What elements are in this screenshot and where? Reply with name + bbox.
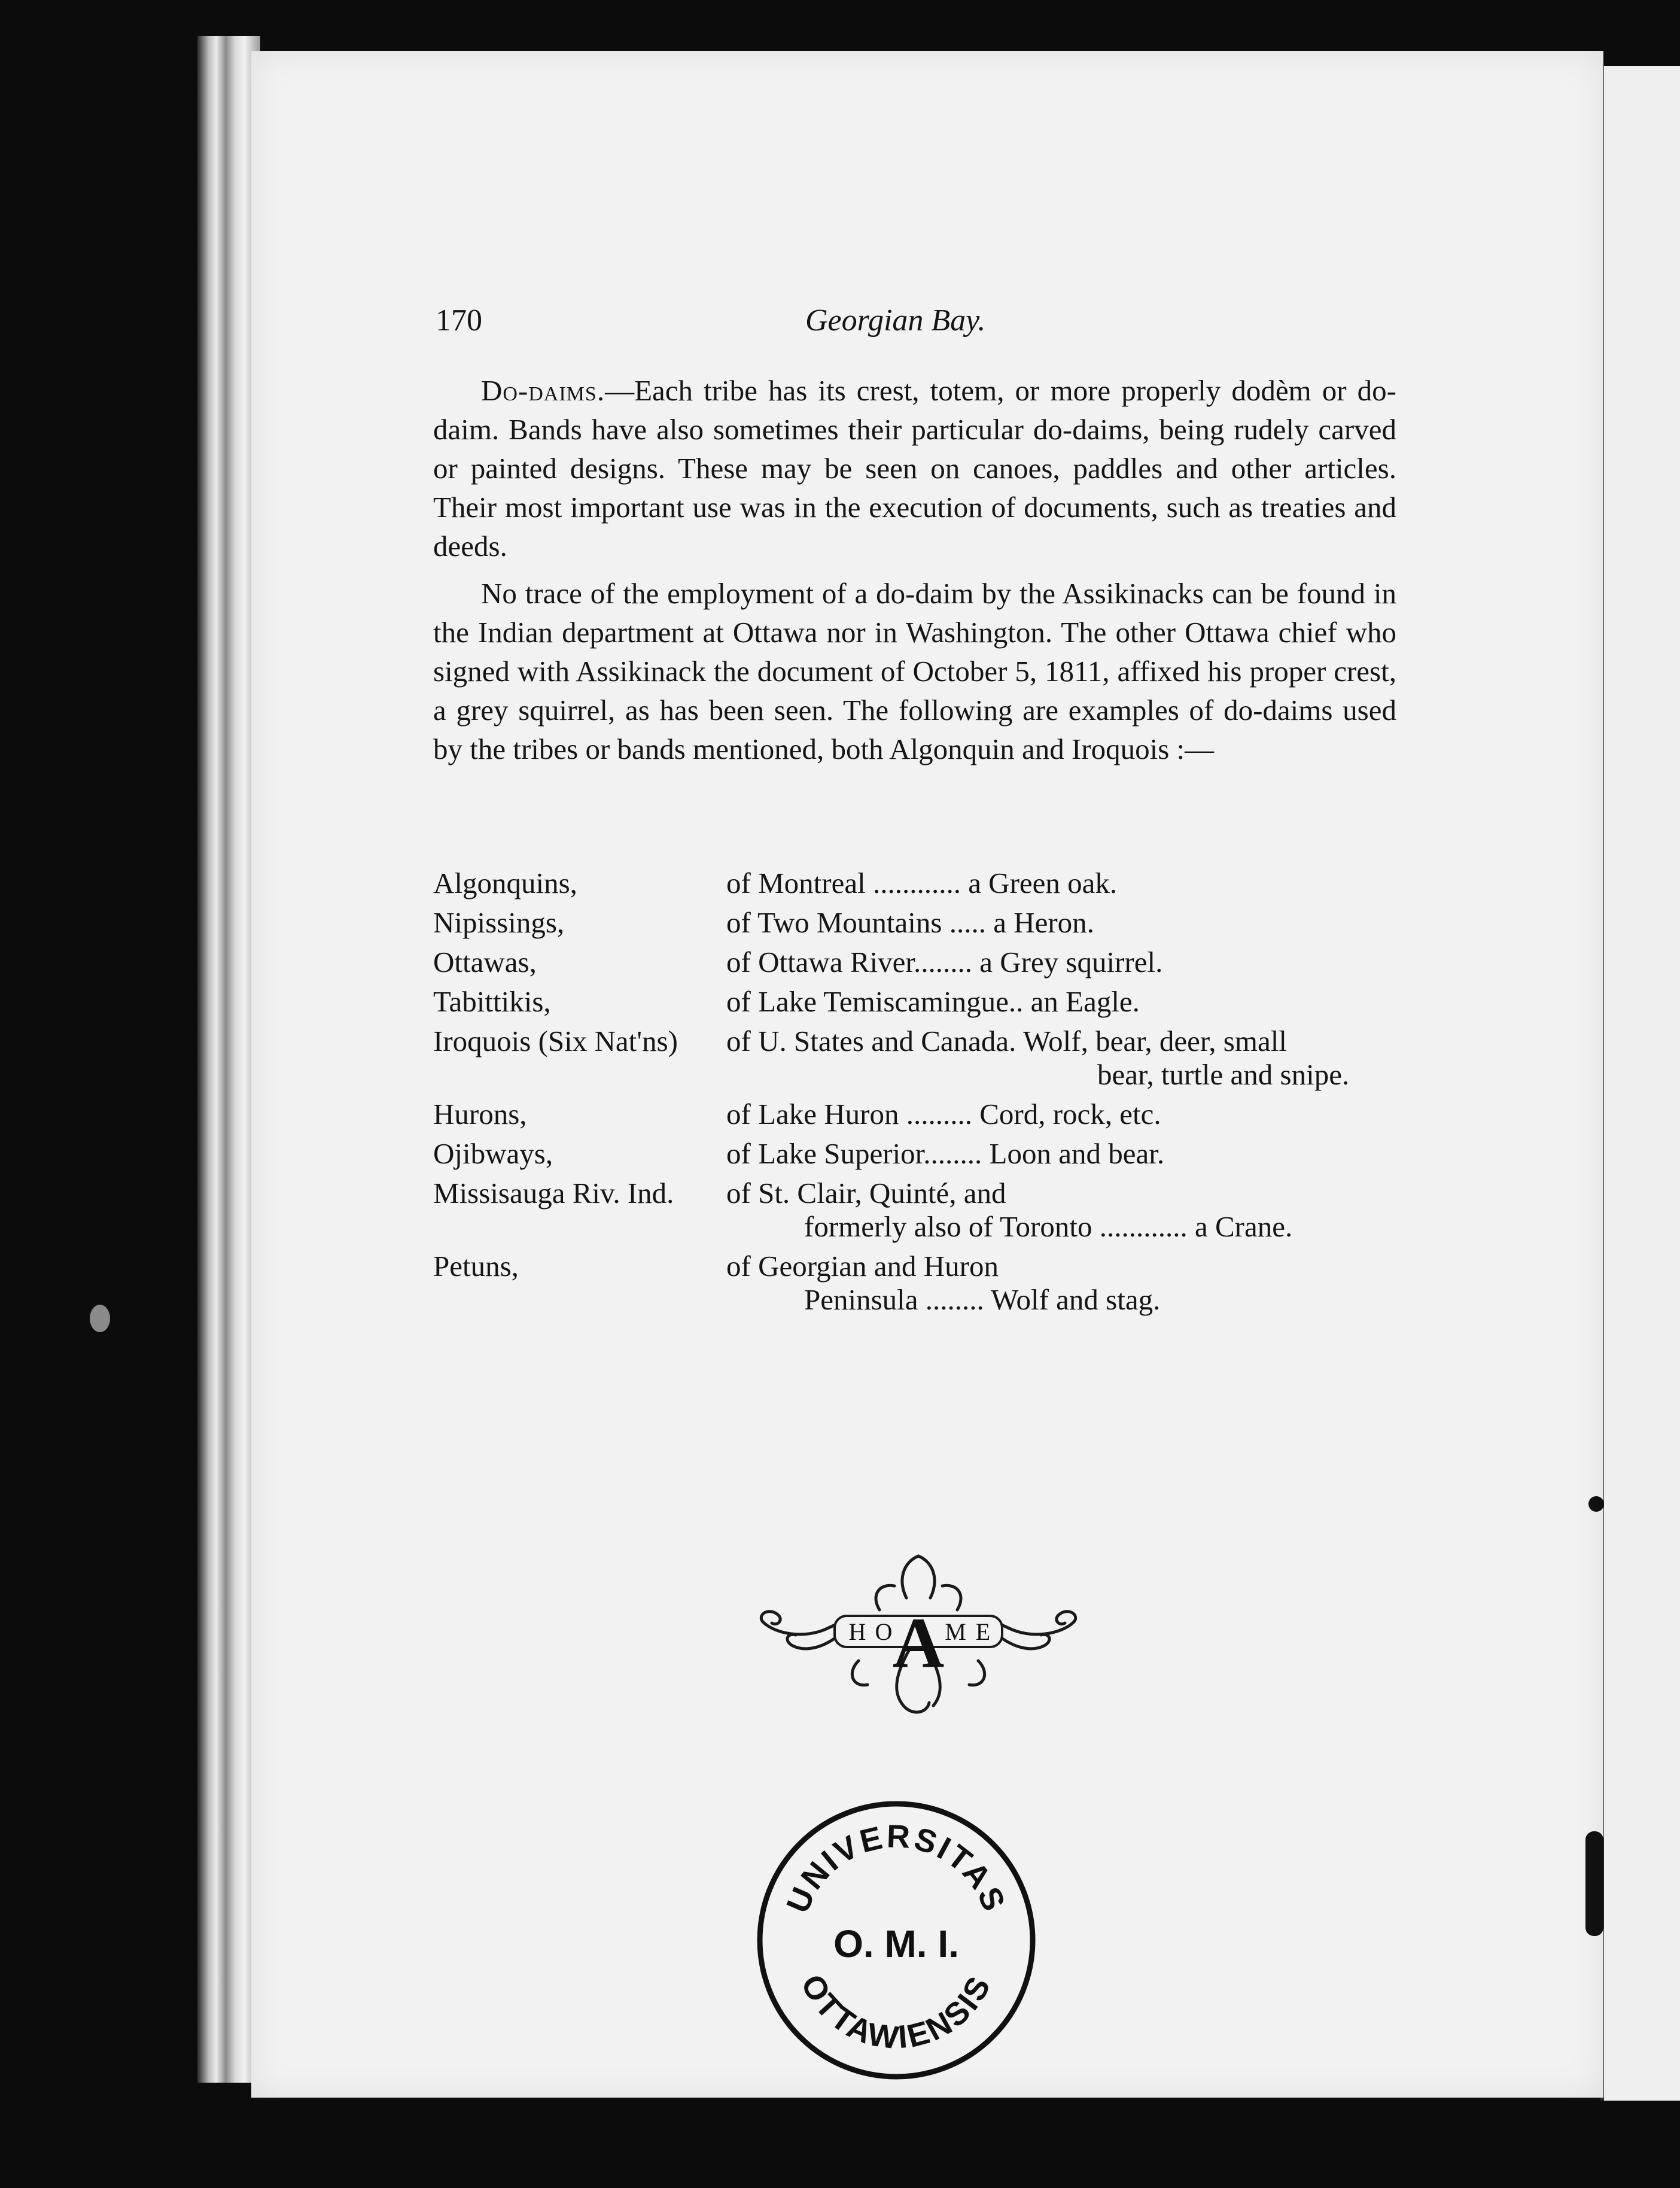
table-row (433, 985, 1414, 1019)
scan-speck (90, 1305, 110, 1332)
do-daim-emblem: a Green oak. (968, 867, 1118, 899)
tribe-place: of Two Mountains (726, 906, 942, 939)
do-daim-emblem: Wolf, bear, deer, small (1022, 1025, 1287, 1057)
dot-leader: ..... (942, 906, 994, 939)
binding-mark (1585, 1831, 1603, 1936)
do-daim-emblem-continued: bear, turtle and snipe. (1097, 1058, 1350, 1091)
tribe-detail (726, 946, 1414, 979)
ornament-letter-a: A (892, 1603, 945, 1682)
tribe-name: Iroquois (Six Nat'ns) (433, 1025, 678, 1057)
tribe-name: Missisauga Riv. Ind. (433, 1177, 674, 1210)
do-daim-emblem: a Heron. (993, 906, 1094, 939)
tribe-name: Hurons, (433, 1098, 527, 1131)
do-daim-emblem: a Grey squirrel. (979, 946, 1163, 978)
tribe-place-continued (726, 1283, 1414, 1317)
home-ornament (751, 1544, 1086, 1724)
tribe-detail (726, 1177, 1414, 1244)
tribe-place: of Montreal (726, 867, 866, 899)
tribe-name: Nipissings, (433, 906, 565, 939)
stamp-bottom-text: OTTAWIENSIS (793, 1968, 999, 2057)
tribe-place: of Lake Superior (726, 1137, 924, 1170)
tribe-detail (726, 867, 1414, 900)
tribe-place: of Lake Temiscamingue (726, 985, 1009, 1018)
paragraph-text: No trace of the employment of a do-daim by the Assikinacks can be found in the Indian department at Ottawa nor in Washington. The other Ottawa chief who signed with Assikinack the document of October 5, 1811, affixed his proper crest, a grey squirrel, as has been seen. The following are examples of do-daims used by the tribes or bands mentioned, both Algonquin and Iroquois :— (433, 577, 1396, 765)
page-number: 170 (436, 303, 482, 338)
tribe-detail (726, 1025, 1414, 1058)
tribe-detail (726, 1250, 1414, 1317)
table-row (433, 1098, 1414, 1131)
do-daim-table (433, 867, 1414, 1323)
tribe-place-continued-text: formerly also of Toronto (804, 1210, 1092, 1243)
tribe-place: of St. Clair, Quinté, and (726, 1177, 1006, 1210)
ornament-letter-h: H (848, 1618, 866, 1645)
paragraph-do-daims (433, 371, 1396, 566)
tribe-place: of U. States and Canada. (726, 1025, 1016, 1057)
tribe-detail (726, 1098, 1414, 1131)
paragraph-assikinacks (433, 574, 1396, 768)
tribe-place-continued-text: Peninsula (804, 1283, 918, 1316)
do-daim-emblem: an Eagle. (1030, 985, 1140, 1018)
dot-leader: ........ (923, 1137, 982, 1170)
tribe-detail (726, 985, 1414, 1019)
tribe-name: Tabittikis, (433, 985, 551, 1018)
dot-leader: ............ (1092, 1210, 1188, 1243)
tribe-place-continued (726, 1210, 1414, 1244)
table-row (433, 1177, 1414, 1244)
do-daim-emblem: Loon and bear. (989, 1137, 1165, 1170)
dot-leader: .. (1008, 985, 1024, 1018)
table-row (433, 1025, 1414, 1092)
ornament-letter-m: M (945, 1618, 966, 1645)
tribe-name: Ottawas, (433, 946, 537, 978)
library-stamp (753, 1797, 1040, 2084)
tribe-place: of Lake Huron (726, 1098, 899, 1131)
table-row (433, 946, 1414, 979)
tribe-detail (726, 906, 1414, 940)
binding-mark (1588, 1496, 1604, 1512)
tribe-place: of Georgian and Huron (726, 1250, 999, 1283)
ornament-letter-e: E (975, 1618, 991, 1645)
table-row (433, 1137, 1414, 1171)
table-row (433, 1250, 1414, 1317)
do-daim-emblem: a Crane. (1194, 1210, 1293, 1243)
facing-page-edge (1600, 66, 1680, 2101)
dot-leader: ........ (918, 1283, 984, 1316)
running-title: Georgian Bay. (805, 303, 986, 338)
page-header (436, 294, 1393, 348)
dot-leader: ........ (913, 946, 972, 978)
tribe-place: of Ottawa River (726, 946, 914, 978)
tribe-name: Petuns, (433, 1250, 519, 1283)
tribe-name: Algonquins, (433, 867, 577, 899)
do-daim-emblem: Cord, rock, etc. (979, 1098, 1161, 1131)
section-lead: Do-daims. (481, 374, 605, 407)
table-row (433, 867, 1414, 900)
tribe-detail (726, 1137, 1414, 1171)
stamp-top-text: UNIVERSITAS (780, 1818, 1013, 1918)
table-row (433, 906, 1414, 940)
ornament-letter-o: O (875, 1618, 893, 1645)
paragraph-text: —Each tribe has its crest, totem, or more properly dodèm or do-daim. Bands have also sometimes their particular do-daims, being rudely carved or painted designs. These may be seen on canoes, paddles and other articles. Their most important use was in the execution of documents, such as treaties and deeds. (433, 374, 1396, 563)
do-daim-emblem: Wolf and stag. (991, 1283, 1161, 1316)
dot-leader: ............ (865, 867, 961, 899)
tribe-name: Ojibways, (433, 1137, 553, 1170)
stamp-center-text: O. M. I. (833, 1922, 959, 1965)
body-text (433, 371, 1396, 777)
dot-leader: ......... (899, 1098, 972, 1131)
